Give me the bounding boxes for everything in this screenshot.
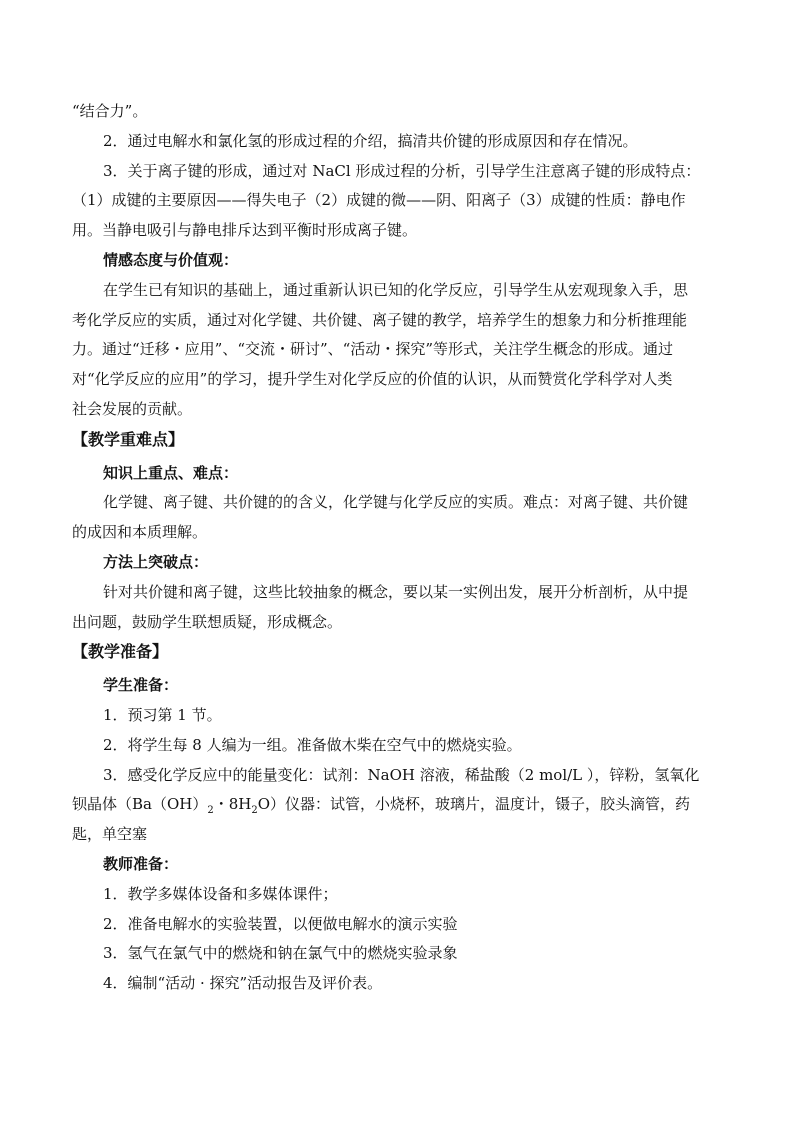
subscript: 2 [251,805,258,817]
section-heading-key-points: 【教学重难点】 [72,429,185,449]
paragraph-line: 考化学反应的实质，通过对化学键、共价键、离子键的教学，培养学生的想象力和分析推理能 [72,310,688,329]
list-item: 1．教学多媒体设备和多媒体课件； [103,884,338,903]
subheading-knowledge: 知识上重点、难点： [103,463,239,482]
subheading-teacher-prep: 教师准备： [103,854,179,873]
list-item-continuation: 匙，单空塞 [72,825,148,844]
list-item: 2．将学生每 8 人编为一组。准备做木柴在空气中的燃烧实验。 [103,735,522,754]
paragraph-line: 针对共价键和离子键，这些比较抽象的概念，要以某一实例出发，展开分析剖析，从中提 [103,582,689,601]
subheading-method: 方法上突破点： [103,552,209,571]
subscript: 2 [207,805,214,817]
paragraph-line: 出问题，鼓励学生联想质疑，形成概念。 [72,612,343,631]
paragraph-line: 的成因和本质理解。 [72,523,208,542]
paragraph-line: 化学键、离子键、共价键的的含义，化学键与化学反应的实质。难点：对离子键、共价键 [103,493,689,512]
paragraph-line: （1）成键的主要原因——得失电子（2）成键的微——阴、阳离子（3）成键的性质：静电作 [72,191,686,210]
section-heading-preparation: 【教学准备】 [72,642,169,662]
list-item: 2．准备电解水的实验装置，以便做电解水的演示实验 [103,914,458,933]
list-item: 4．编制“活动 · 探究”活动报告及评价表。 [103,974,383,993]
paragraph-line: 3．关于离子键的形成，通过对 NaCl 形成过程的分析，引导学生注意离子键的形成特点： [103,161,701,180]
document-page [72,97,732,999]
paragraph-line: 社会发展的贡献。 [72,399,193,418]
paragraph-line: 对“化学反应的应用”的学习，提升学生对化学反应的价值的认识，从而赞赏化学科学对人类 [72,370,673,389]
paragraph-line: 2．通过电解水和氯化氢的形成过程的介绍，搞清共价键的形成原因和存在情况。 [103,131,638,150]
paragraph-line: 用。当静电吸引与静电排斥达到平衡时形成离子键。 [72,221,418,240]
list-item: 3．氢气在氯气中的燃烧和钠在氯气中的燃烧实验录象 [103,944,458,963]
subheading-student-prep: 学生准备： [103,676,179,695]
list-item-continuation [72,790,732,820]
list-item: 3．感受化学反应中的能量变化：试剂：NaOH 溶液，稀盐酸（2 mol/L ），锌粉，氢氧化 [103,765,700,784]
text-fragment: 钡晶体（Ba（OH） [72,795,208,814]
list-item: 1．预习第 1 节。 [103,705,222,724]
subheading-emotion: 情感态度与价值观： [103,250,239,269]
paragraph-line: 在学生已有知识的基础上，通过重新认识已知的化学反应，引导学生从宏观现象入手，思 [103,280,689,299]
paragraph-line: 力。通过“迁移・应用”、“交流・研讨”、“活动・探究”等形式，关注学生概念的形成。通过 [72,340,674,359]
paragraph-line: “结合力”。 [72,102,148,120]
text-fragment: ・8H [213,795,252,814]
text-fragment: O）仪器：试管，小烧杯，玻璃片，温度计，镊子，胶头滴管，药 [257,795,691,814]
